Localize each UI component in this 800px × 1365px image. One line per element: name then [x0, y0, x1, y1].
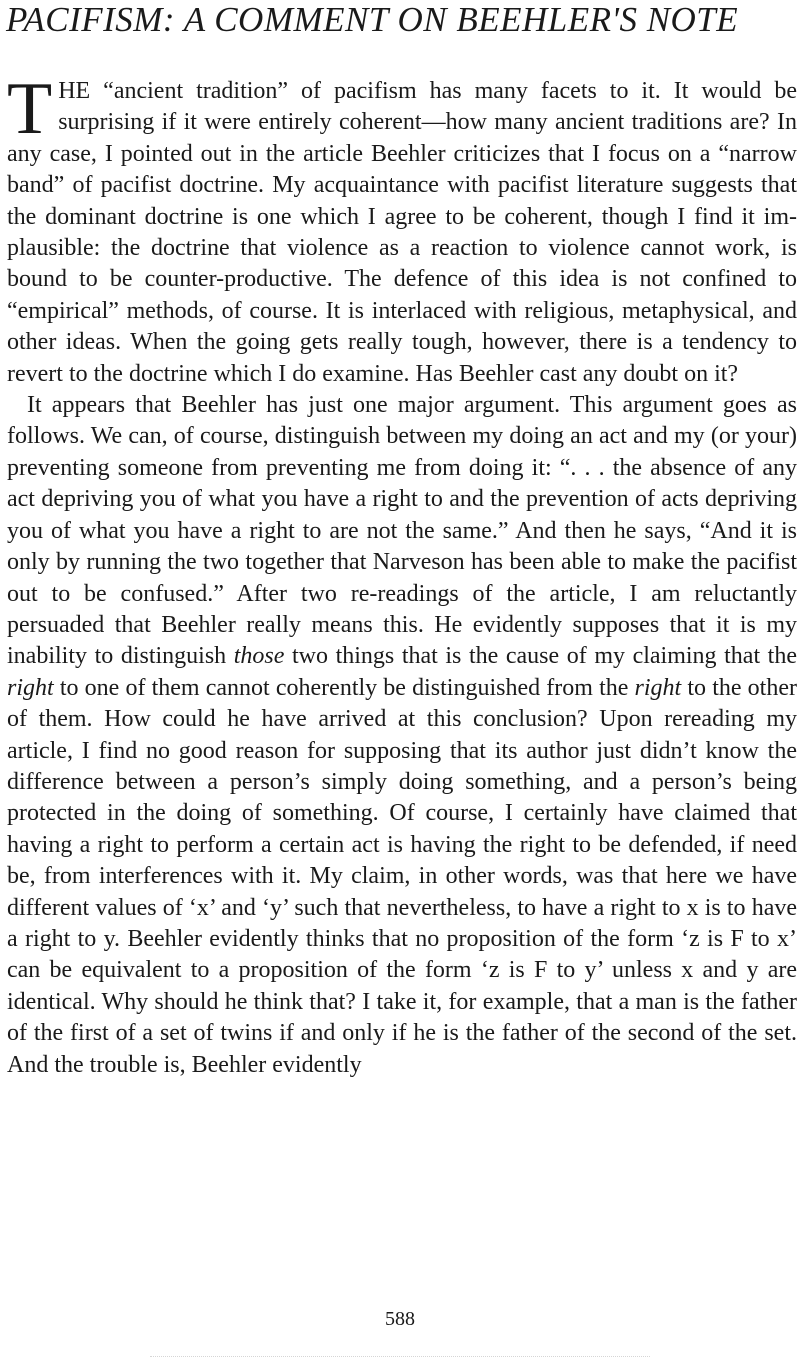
- bottom-scan-artifact: [150, 1356, 650, 1357]
- paragraph-2: [7, 390, 797, 1081]
- drop-cap: T: [7, 68, 53, 150]
- paragraph-1: [7, 68, 797, 390]
- paragraph-2-segment-1: It appears that Beehler has just one major argument. This argument goes as follows. We can, of course, distinguish between my doing an act and my (or your) preventing someone from preventing me from doing it: “. . . the absence of any act depriving you of what you have a right to and the prevention of acts depriving you of what you have a right to are not the same.” And then he says, “And it is only by running the two together that Narveson has been able to make the pacifist out to be confused.” After two re-readings of the article, I am reluctantly persuaded that Beehler really means this. He evidently supposes that it is my inability to distinguish: [7, 392, 797, 670]
- page-number: 588: [385, 1308, 415, 1330]
- article-title: PACIFISM: A COMMENT ON BEEHLER'S NOTE: [6, 0, 739, 39]
- emphasis-right-1: right: [7, 674, 54, 701]
- emphasis-those: those: [233, 643, 285, 670]
- paragraph-2-segment-4: to the other of them. How could he have arrived at this conclusion? Upon rereading my article, I find no good reason for supposing that its author just didn’t know the difference between a person’s simply doing something, and a person’s being protected in the doing of something. Of course, I certainly have claimed that having a right to perform a certain act is having the right to be defended, if need be, from interferences with it. My claim, in other words, was that here we have different values of ‘x’ and ‘y’ such that nevertheless, to have a right to x is to have a right to y. Beehler evidently thinks that no proposition of the form ‘z is F to x’ can be equivalent to a proposition of the form ‘z is F to y’ unless x and y are identical. Why should he think that? I take it, for example, that a man is the father of the first of a set of twins if and only if he is the father of the second of the set. And the trouble is, Beehler evidently: [7, 674, 797, 1078]
- paragraph-1-text: HE “ancient tradition” of pacifism has many facets to it. It would be surprising if it were entirely coherent—how many ancient traditions are? In any case, I pointed out in the article Beehler criticizes that I focus on a “narrow band” of pacifist doctrine. My acquaintance with pacifist literature suggests that the dominant doctrine is one which I agree to be coherent, though I find it implausible: the doctrine that violence as a reaction to violence cannot work, is bound to be counter-productive. The defence of this idea is not confined to “empirical” methods, of course. It is interlaced with religious, metaphysical, and other ideas. When the going gets really tough, however, there is a tendency to revert to the doctrine which I do examine. Has Beehler cast any doubt on it?: [7, 78, 797, 387]
- article-body: [7, 68, 798, 1081]
- paragraph-2-segment-2: two things that is the cause of my claiming that the: [284, 643, 798, 670]
- paragraph-2-segment-3: to one of them cannot coherently be distinguished from the: [53, 674, 635, 701]
- emphasis-right-2: right: [634, 674, 682, 701]
